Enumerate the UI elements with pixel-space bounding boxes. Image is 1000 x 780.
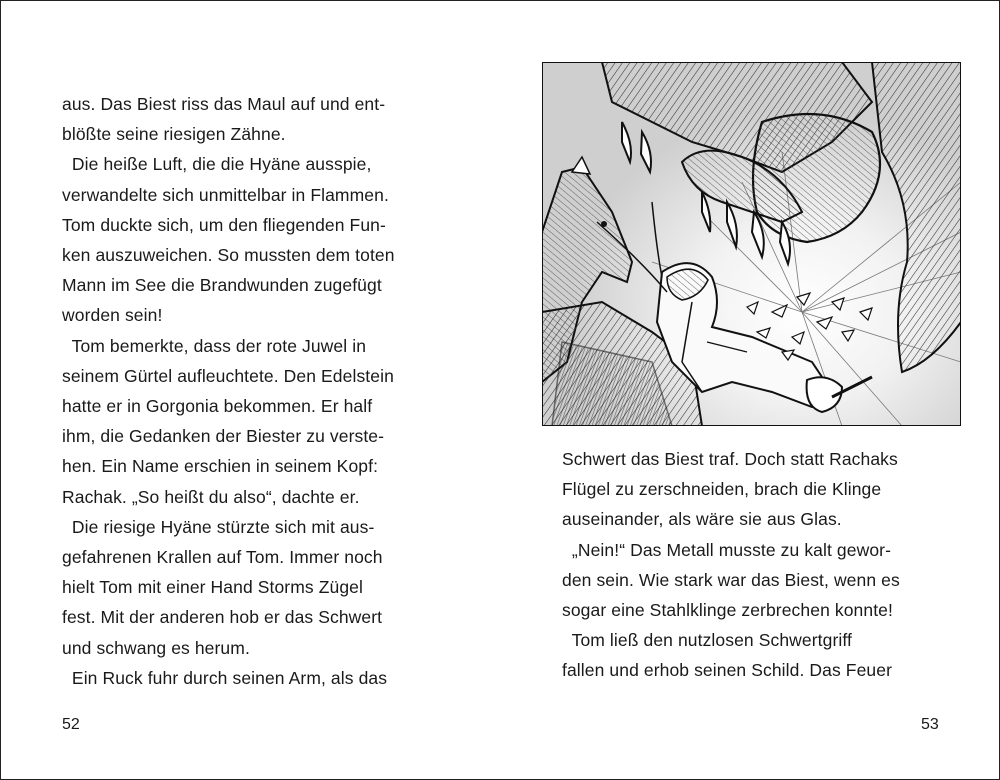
text-line: fest. Mit der anderen hob er das Schwert — [62, 607, 383, 628]
text-line: worden sein! — [62, 305, 163, 326]
text-line: Tom duckte sich, um den fliegenden Fun- — [62, 214, 386, 235]
text-line: auseinander, als wäre sie aus Glas. — [562, 509, 842, 530]
text-line: Mann im See die Brandwunden zugefügt — [62, 275, 382, 296]
left-page — [1, 1, 501, 779]
illustration-drawing — [542, 62, 961, 426]
text-line: den sein. Wie stark war das Biest, wenn es — [562, 569, 900, 590]
text-line: hatte er in Gorgonia bekommen. Er half — [62, 396, 373, 417]
text-line: seinem Gürtel aufleuchtete. Den Edelstein — [62, 365, 394, 386]
text-line: und schwang es herum. — [62, 637, 250, 658]
text-line: fallen und erhob seinen Schild. Das Feuer — [562, 660, 892, 681]
text-line: blößte seine riesigen Zähne. — [62, 124, 286, 145]
text-line: Die heiße Luft, die die Hyäne ausspie, — [62, 154, 372, 175]
text-line: Flügel zu zerschneiden, brach die Klinge — [562, 479, 882, 500]
text-line: Die riesige Hyäne stürzte sich mit aus- — [62, 516, 375, 537]
text-line: hielt Tom mit einer Hand Storms Zügel — [62, 577, 363, 598]
text-line: Rachak. „So heißt du also“, dachte er. — [62, 486, 360, 507]
illustration — [542, 62, 961, 426]
text-line: hen. Ein Name erschien in seinem Kopf: — [62, 456, 379, 477]
text-line: ken auszuweichen. So mussten dem toten — [62, 245, 395, 266]
text-line: „Nein!“ Das Metall musste zu kalt gewor- — [562, 539, 892, 560]
left-page-text — [62, 89, 442, 693]
text-line: gefahrenen Krallen auf Tom. Immer noch — [62, 547, 383, 568]
text-line: verwandelte sich unmittelbar in Flammen. — [62, 184, 389, 205]
text-line: Schwert das Biest traf. Doch statt Rachaks — [562, 449, 898, 469]
right-page — [501, 1, 999, 779]
page-number-right: 53 — [921, 716, 939, 733]
text-line: Ein Ruck fuhr durch seinen Arm, als das — [62, 667, 388, 688]
text-line: Tom ließ den nutzlosen Schwertgriff — [562, 630, 852, 651]
text-line: sogar eine Stahlklinge zerbrechen konnte! — [562, 600, 893, 621]
page-number-left: 52 — [62, 716, 80, 733]
text-line: ihm, die Gedanken der Biester zu verste- — [62, 426, 385, 447]
right-page-text — [562, 444, 942, 686]
text-line: Tom bemerkte, dass der rote Juwel in — [62, 335, 367, 356]
text-line: aus. Das Biest riss das Maul auf und ent- — [62, 94, 386, 114]
